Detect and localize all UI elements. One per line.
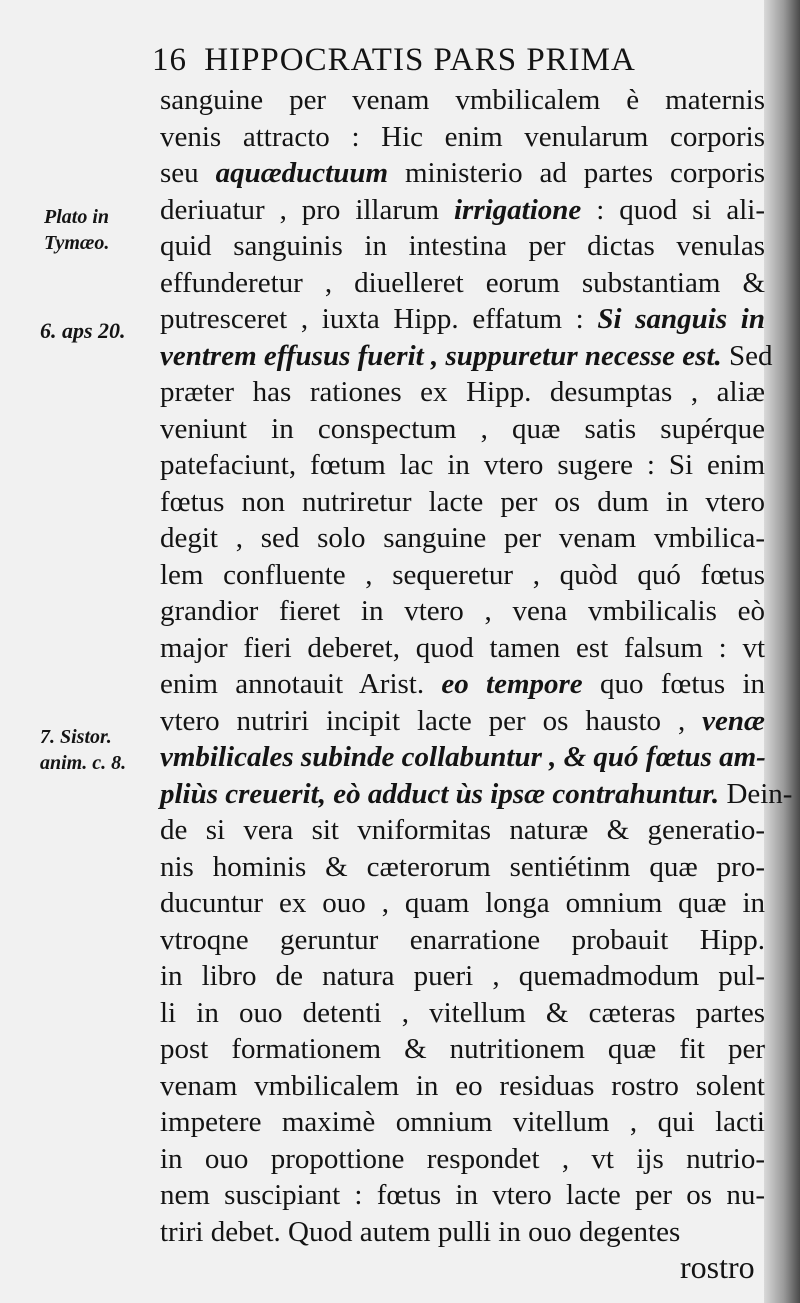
margin-note-plato xyxy=(44,204,109,256)
text-line xyxy=(160,812,765,848)
text-line xyxy=(160,557,765,593)
roman-text: Dein- xyxy=(719,777,793,810)
roman-text: præter has rationes ex Hipp. desumptas , aliæ xyxy=(160,376,765,408)
roman-text: seu xyxy=(160,157,216,189)
text-line xyxy=(160,1104,765,1140)
text-line xyxy=(160,922,765,958)
text-line xyxy=(160,995,765,1031)
roman-text: veniunt in conspectum , quæ satis supérque xyxy=(160,412,765,445)
roman-text: Sed xyxy=(721,339,773,372)
roman-text: grandior fieret in vtero , vena vmbilicalis eò xyxy=(160,595,765,627)
margin-note-aristotle xyxy=(40,724,126,776)
margin-note-line: anim. c. 8. xyxy=(40,752,127,774)
italic-text: eo tempore xyxy=(441,668,583,700)
italic-text: venæ xyxy=(702,704,765,737)
text-line xyxy=(160,82,765,118)
page-edge-shadow xyxy=(764,0,800,1303)
text-line xyxy=(160,228,765,264)
roman-text: quo fœtus in xyxy=(582,668,765,700)
margin-note-aphorism xyxy=(40,318,126,344)
roman-text: ministerio ad partes corporis xyxy=(388,157,765,189)
text-line xyxy=(160,119,765,155)
text-line xyxy=(160,849,765,885)
roman-text: sanguine per venam vmbilicalem è maternis xyxy=(160,84,765,116)
roman-text: putresceret , iuxta Hipp. effatum : xyxy=(160,303,598,335)
roman-text: post formationem & nutritionem quæ fit per xyxy=(160,1033,765,1065)
text-line xyxy=(160,374,765,410)
roman-text: enim annotauit Arist. xyxy=(160,668,442,700)
text-line xyxy=(160,192,765,228)
running-head xyxy=(152,42,772,79)
catchword: rostro xyxy=(680,1249,755,1285)
margin-note-line: 7. Sistor. xyxy=(40,726,112,748)
text-line xyxy=(160,885,765,921)
text-line xyxy=(160,666,765,702)
roman-text: lem confluente , sequeretur , quòd quó fœtus xyxy=(160,558,765,591)
roman-text: nem suscipiant : fœtus in vtero lacte per os nu- xyxy=(160,1179,765,1211)
roman-text: venam vmbilicalem in eo residuas rostro solent xyxy=(160,1069,765,1102)
running-title: HIPPOCRATIS PARS PRIMA xyxy=(204,42,636,78)
roman-text: patefaciunt, fœtum lac in vtero sugere : Si enim xyxy=(160,449,765,481)
margin-note-line: 6. aps 20. xyxy=(40,318,126,343)
italic-text: Si sanguis in xyxy=(597,303,765,335)
text-line xyxy=(160,958,765,994)
italic-text: vmbilicales subinde collabuntur , & quó fœtus am- xyxy=(160,741,766,773)
roman-text: venis attracto : Hic enim venularum corporis xyxy=(160,120,765,153)
roman-text: : quod si ali- xyxy=(581,193,766,226)
text-line xyxy=(160,1141,765,1177)
text-line xyxy=(160,338,773,374)
roman-text: quid sanguinis in intestina per dictas venulas xyxy=(160,230,765,262)
italic-text: ventrem effusus fuerit , suppuretur necesse est. xyxy=(160,339,722,372)
text-line xyxy=(160,1177,765,1213)
text-line xyxy=(160,1031,765,1067)
roman-text: li in ouo detenti , vitellum & cæteras partes xyxy=(160,996,765,1029)
text-line xyxy=(160,520,765,556)
text-line xyxy=(160,447,765,483)
text-line xyxy=(160,411,765,447)
roman-text: degit , sed solo sanguine per venam vmbilica- xyxy=(160,522,765,554)
text-line xyxy=(160,703,765,739)
italic-text: irrigatione xyxy=(454,193,582,226)
margin-note-line: Plato in xyxy=(44,206,110,228)
roman-text: vtroqne geruntur enarratione probauit Hipp. xyxy=(160,923,765,956)
roman-text: in libro de natura pueri , quemadmodum pul- xyxy=(160,960,765,992)
roman-text: major fieri deberet, quod tamen est falsum : vt xyxy=(160,631,765,664)
roman-text: nis hominis & cæterorum sentiétinm quæ pro- xyxy=(160,850,765,883)
margin-note-line: Tymæo. xyxy=(44,232,110,254)
text-line xyxy=(160,301,765,337)
roman-text: de si vera sit vniformitas naturæ & generatio- xyxy=(160,814,765,846)
text-line xyxy=(160,265,765,301)
roman-text: triri debet. Quod autem pulli in ouo degentes xyxy=(160,1215,681,1248)
roman-text: deriuatur , pro illarum xyxy=(160,193,454,226)
roman-text: fœtus non nutriretur lacte per os dum in vtero xyxy=(160,485,765,518)
roman-text: impetere maximè omnium vitellum , qui lacti xyxy=(160,1106,765,1138)
text-line xyxy=(160,1068,765,1104)
text-line xyxy=(160,776,793,812)
italic-text: pliùs creuerit, eò adduct ùs ipsæ contrahuntur. xyxy=(160,777,720,810)
roman-text: vtero nutriri incipit lacte per os hausto , xyxy=(160,704,703,737)
roman-text: ducuntur ex ouo , quam longa omnium quæ in xyxy=(160,887,765,919)
text-line xyxy=(160,739,765,775)
text-line xyxy=(160,593,765,629)
text-line xyxy=(160,630,765,666)
text-line xyxy=(160,1214,765,1250)
italic-text: aquæductuum xyxy=(215,157,389,189)
text-line xyxy=(160,155,765,191)
roman-text: effunderetur , diuelleret eorum substantiam & xyxy=(160,266,765,299)
page-number: 16 xyxy=(152,42,187,78)
roman-text: in ouo propottione respondet , vt ijs nutrio- xyxy=(160,1142,765,1175)
text-line xyxy=(160,484,765,520)
